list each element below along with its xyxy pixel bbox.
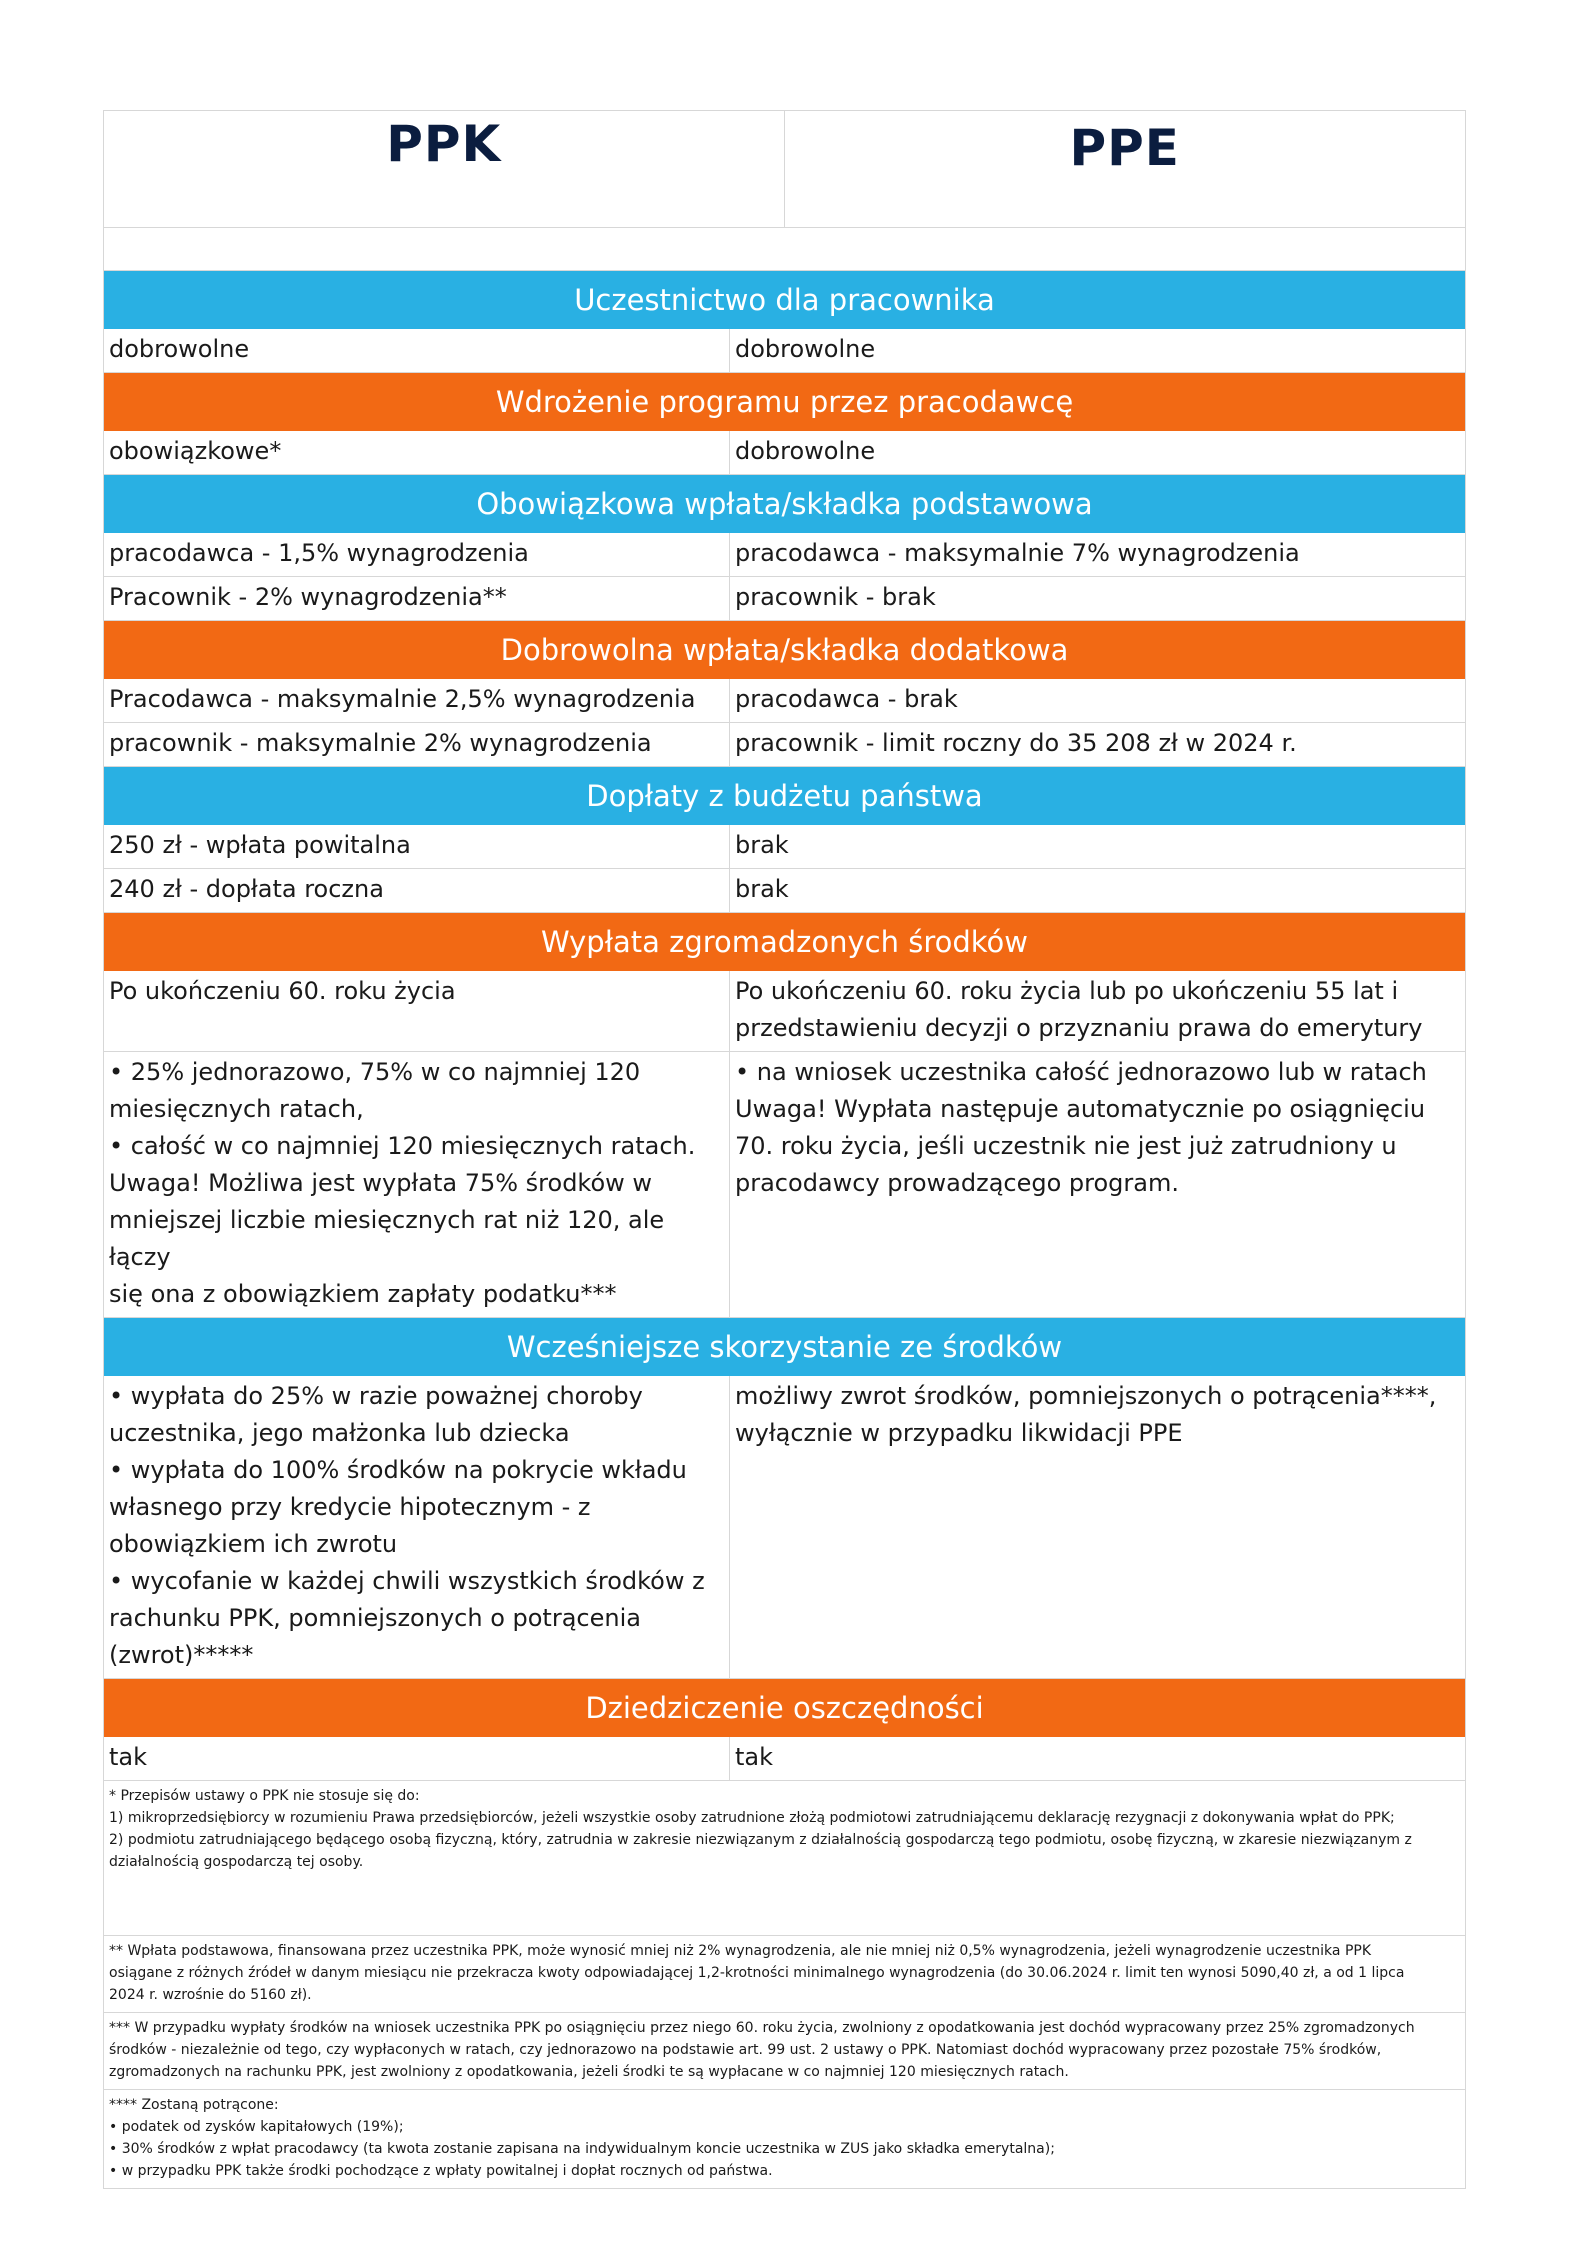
comparison-sections <box>104 271 1465 1781</box>
comparison-row <box>104 577 1465 621</box>
ppe-cell: brak <box>735 875 789 903</box>
ppk-cell: Po ukończeniu 60. roku życia <box>104 971 730 1051</box>
ppk-cell: 240 zł - dopłata roczna <box>104 869 730 912</box>
section-header: Dobrowolna wpłata/składka dodatkowa <box>104 621 1465 679</box>
section-header: Wcześniejsze skorzystanie ze środków <box>104 1318 1465 1376</box>
section-header: Dopłaty z budżetu państwa <box>104 767 1465 825</box>
ppk-cell: pracodawca - 1,5% wynagrodzenia <box>104 533 730 576</box>
ppe-cell: tak <box>735 1743 774 1771</box>
footnotes <box>104 1781 1465 2189</box>
column-title-ppk: PPK <box>104 111 785 227</box>
footnote: *** W przypadku wypłaty środków na wniosek uczestnika PPK po osiągnięciu przez niego 60. roku życia, zwolniony z opodatkowania jest dochód wypracowany przez 25% zgromadzonych środków - niezależnie od tego, czy wypłaconych w ratach, czy jednorazowo na podstawie art. 99 ust. 2 ustawy o PPK. Natomiast dochód wypracowany przez pozostałe 75% środków, zgromadzonych na rachunku PPK, jest zwolniony z opodatkowania, jeżeli środki te są wypłacane w co najmniej 120 miesięcznych ratach. <box>104 2013 1465 2090</box>
footnote: **** Zostaną potrącone: • podatek od zysków kapitałowych (19%); • 30% środków z wpłat pracodawcy (ta kwota zostanie zapisana na indywidualnym koncie uczestnika w ZUS jako składka emerytalna); • w przypadku PPK także środki pochodzące z wpłaty powitalnej i dopłat rocznych od państwa. <box>104 2090 1465 2189</box>
comparison-row <box>104 1376 1465 1679</box>
ppk-cell: • wypłata do 25% w razie poważnej choroby uczestnika, jego małżonka lub dziecka • wypłata do 100% środków na pokrycie wkładu własnego przy kredycie hipotecznym - z obowiązkiem ich zwrotu • wycofanie w każdej chwili wszystkich środków z rachunku PPK, pomniejszonych o potrącenia (zwrot)***** <box>104 1376 730 1678</box>
ppk-cell: 250 zł - wpłata powitalna <box>104 825 730 868</box>
header-spacer <box>104 228 1465 271</box>
ppk-cell: pracownik - maksymalnie 2% wynagrodzenia <box>104 723 730 766</box>
ppe-cell: pracownik - limit roczny do 35 208 zł w 2024 r. <box>735 729 1297 757</box>
section-header: Uczestnictwo dla pracownika <box>104 271 1465 329</box>
comparison-row <box>104 723 1465 767</box>
comparison-document <box>103 110 1466 2189</box>
section-header: Wypłata zgromadzonych środków <box>104 913 1465 971</box>
comparison-row <box>104 1737 1465 1781</box>
comparison-row <box>104 971 1465 1052</box>
ppe-cell: pracodawca - brak <box>735 685 958 713</box>
ppe-cell: • na wniosek uczestnika całość jednorazowo lub w ratach Uwaga! Wypłata następuje automatycznie po osiągnięciu 70. roku życia, jeśli uczestnik nie jest już zatrudniony u pracodawcy prowadzącego program. <box>735 1058 1427 1197</box>
ppe-cell: brak <box>735 831 789 859</box>
comparison-row <box>104 1052 1465 1318</box>
section-header: Dziedziczenie oszczędności <box>104 1679 1465 1737</box>
ppk-cell: Pracownik - 2% wynagrodzenia** <box>104 577 730 620</box>
section-header: Obowiązkowa wpłata/składka podstawowa <box>104 475 1465 533</box>
comparison-row <box>104 869 1465 913</box>
ppe-cell: Po ukończeniu 60. roku życia lub po ukończeniu 55 lat i przedstawieniu decyzji o przyznaniu prawa do emerytury <box>735 977 1423 1042</box>
comparison-row <box>104 825 1465 869</box>
ppk-cell: • 25% jednorazowo, 75% w co najmniej 120 miesięcznych ratach, • całość w co najmniej 120 miesięcznych ratach. Uwaga! Możliwa jest wypłata 75% środków w mniejszej liczbie miesięcznych rat niż 120, ale łączy się ona z obowiązkiem zapłaty podatku*** <box>104 1052 730 1317</box>
ppe-cell: pracodawca - maksymalnie 7% wynagrodzenia <box>735 539 1300 567</box>
ppk-cell: Pracodawca - maksymalnie 2,5% wynagrodzenia <box>104 679 730 722</box>
comparison-row <box>104 533 1465 577</box>
footnote: ** Wpłata podstawowa, finansowana przez uczestnika PPK, może wynosić mniej niż 2% wynagrodzenia, ale nie mniej niż 0,5% wynagrodzenia, jeżeli wynagrodzenie uczestnika PPK osiągane z różnych źródeł w danym miesiącu nie przekracza kwoty odpowiadającej 1,2-krotności minimalnego wynagrodzenia (do 30.06.2024 r. limit ten wynosi 5090,40 zł, a od 1 lipca 2024 r. wzrośnie do 5160 zł). <box>104 1936 1465 2013</box>
comparison-row <box>104 679 1465 723</box>
ppk-cell: obowiązkowe* <box>104 431 730 474</box>
column-header-row <box>104 110 1465 228</box>
comparison-row <box>104 329 1465 373</box>
ppk-cell: tak <box>104 1737 730 1780</box>
ppk-cell: dobrowolne <box>104 329 730 372</box>
column-title-ppe: PPE <box>1069 119 1180 177</box>
ppe-cell: dobrowolne <box>735 335 876 363</box>
ppe-cell: pracownik - brak <box>735 583 936 611</box>
section-header: Wdrożenie programu przez pracodawcę <box>104 373 1465 431</box>
footnote: * Przepisów ustawy o PPK nie stosuje się do: 1) mikroprzedsiębiorcy w rozumieniu Prawa przedsiębiorców, jeżeli wszystkie osoby zatrudnione złożą podmiotowi zatrudniającemu deklarację rezygnacji z dokonywania wpłat do PPK; 2) podmiotu zatrudniającego będącego osobą fizyczną, który, zatrudnia w zakresie niezwiązanym z działalnością gospodarczą tego podmiotu, osobę fizyczną, w zkaresie niezwiązanym z działalnością gospodarczą tej osoby. <box>104 1781 1465 1936</box>
ppe-cell: możliwy zwrot środków, pomniejszonych o potrącenia****, wyłącznie w przypadku likwidacji PPE <box>735 1382 1437 1447</box>
comparison-row <box>104 431 1465 475</box>
ppe-cell: dobrowolne <box>735 437 876 465</box>
